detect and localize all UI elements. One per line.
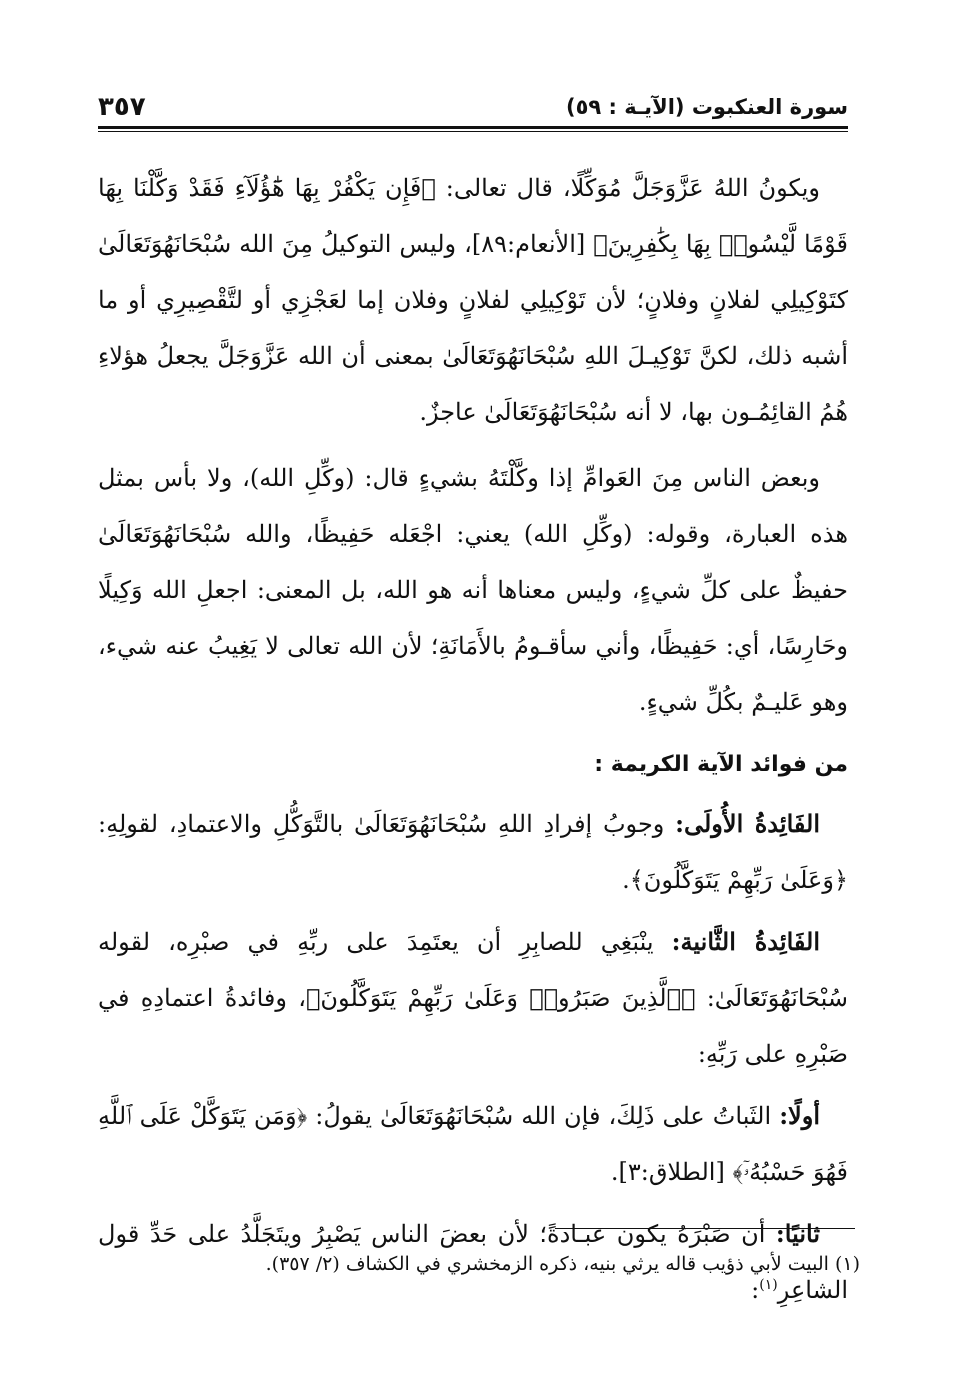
section-heading: من فوائد الآية الكريمة : [594, 752, 848, 777]
footnote-marker[interactable]: (١) [759, 1277, 778, 1293]
point-second-tail: : [751, 1276, 760, 1304]
benefit-first [98, 796, 848, 908]
point-second-text: أن صَبْرَهُ يكون عبـادةً؛ لأن بعضَ الناس يَصْبِرُ ويتَجَلَّدُ على حَدِّ قول الشاعِرِ [98, 1220, 848, 1304]
benefit-first-text: وجوبُ إفرادِ اللهِ سُبْحَانَهُوَتَعَالَىٰ بالتَّوَكُّلِ والاعتمادِ، لقولِهِ: ﴿وَعَلَىٰ رَبِّهِمْ يَتَوَكَّلُونَ﴾. [98, 810, 848, 894]
benefit-first-label: الفَائِدةُ الأُولَى: [675, 809, 820, 838]
page-header [98, 88, 848, 124]
benefit-second-text: ينْبَغِي للصابِرِ أن يعتَمِدَ على ربِّهِ في صبْرِه، لقوله سُبْحَانَهُوَتَعَالَىٰ: ﴿ٱلَّذِينَ صَبَرُوا۟ وَعَلَىٰ رَبِّهِمْ يَتَوَكَّلُونَ﴾، وفائدةُ اعتمادِهِ في صَبْرِهِ على رَبِّهِ: [98, 928, 848, 1068]
point-first [98, 1088, 848, 1200]
point-second-label: ثانيًا: [775, 1219, 820, 1248]
header-rule-thin [98, 131, 848, 132]
page-number: ٣٥٧ [98, 92, 146, 122]
paragraph-tawakkul: ويكونُ اللهُ عَزَّوَجَلَّ مُوَكِّلًا، قال تعالى: ﴿فَإِن يَكْفُرْ بِهَا هَٰٓؤُلَآءِ فَقَدْ وَكَّلْنَا بِهَا قَوْمًا لَّيْسُوا۟ بِهَا بِكَٰفِرِينَ﴾ [الأنعام:٨٩]، وليس التوكيلُ مِنَ الله سُبْحَانَهُوَتَعَالَىٰ كتَوْكِيلِي لفلانٍ وفلانٍ؛ لأن تَوْكِيلِي لفلانٍ وفلان إما لعَجْزِي أو لتَّقْصِيرِي أو ما أشبه ذلك، لكنَّ تَوْكِيـلَ اللهِ سُبْحَانَهُوَتَعَالَىٰ بمعنى أن الله عَزَّوَجَلَّ يجعلُ هؤلاءِ هُمُ القائِمُـون بها، لا أنه سُبْحَانَهُوَتَعَالَىٰ عاجزٌ. [98, 174, 849, 426]
footnote: (١) البيت لأبي ذؤيب قاله يرثي بنيه، ذكره الزمخشري في الكشاف (٢/ ٣٥٧). [265, 1253, 860, 1275]
benefit-second-label: الفَائِدةُ الثَّانية: [671, 927, 821, 956]
benefit-second [98, 914, 848, 1082]
point-first-text: الثَباتُ على ذَلِكَ، فإن الله سُبْحَانَهُوَتَعَالَىٰ يقولُ: ﴿وَمَن يَتَوَكَّلْ عَلَى ٱللَّهِ فَهُوَ حَسْبُهُۥٓ﴾ [الطلاق:٣]. [98, 1102, 848, 1186]
paragraph-common-usage: وبعض الناس مِنَ العَوامِّ إذا وكَّلْتَهُ بشيءٍ قال: (وكِّلِ الله)، ولا بأس بمثل هذه العبارة، وقوله: (وكِّلِ الله) يعني: اجْعَله حَفِيظًا، والله سُبْحَانَهُوَتَعَالَىٰ حفيظٌ على كلِّ شيءٍ، وليس معناها أنه هو الله، بل المعنى: اجعلِ الله وَكِيلًا وحَارِسًا، أي: حَفِيظًا، وأني سأقـومُ بالأَمَانَةِ؛ لأن الله تعالى لا يَغِيبُ عنه شيء، وهو عَليـمٌ بكُلِّ شيءٍ. [98, 464, 848, 716]
footnote-separator [555, 1228, 855, 1229]
running-title: سورة العنكبوت (الآيـة : ٥٩) [566, 95, 848, 119]
header-rule [98, 126, 848, 129]
point-first-label: أولًا: [779, 1101, 820, 1130]
main-text [98, 160, 848, 1324]
